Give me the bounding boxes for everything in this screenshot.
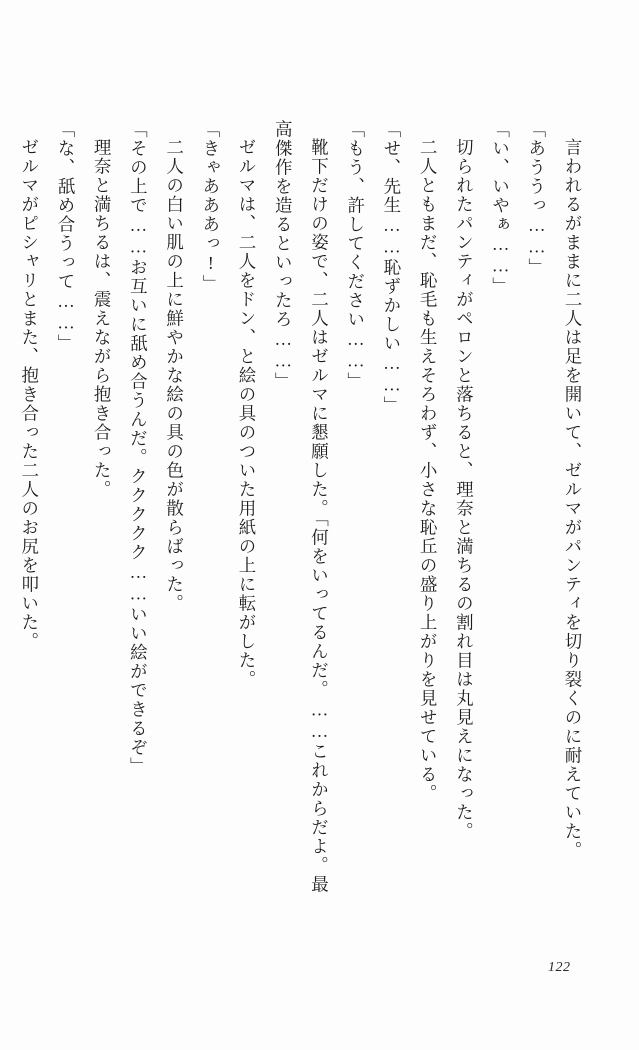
text-line: ゼルマがピシャリとまた、抱き合った二人のお尻を叩いた。 xyxy=(19,137,40,651)
text-line: ゼルマは、二人をドン、と絵の具のついた用紙の上に転がした。 xyxy=(237,137,258,689)
text-line: 理奈と満ちるは、震えながら抱き合った。 xyxy=(92,137,113,499)
text-line: 「せ、先生……恥ずかしい……」 xyxy=(381,120,402,415)
text-line: 「もう、許してください……」 xyxy=(345,120,366,391)
page-body-text xyxy=(12,120,592,910)
text-line: 二人の白い肌の上に鮮やかな絵の具の色が散らばった。 xyxy=(164,137,185,613)
text-line: 「な、舐め合うって……」 xyxy=(55,120,76,353)
text-line: 高傑作を造るといったろ……」 xyxy=(273,120,294,391)
page-number: 122 xyxy=(548,960,571,975)
text-line: 「あううっ……」 xyxy=(526,120,547,277)
text-line: 切られたパンティがペロンと落ちると、理奈と満ちるの割れ目は丸見えになった。 xyxy=(454,137,475,841)
text-line: 二人ともまだ、恥毛も生えそろわず、小さな恥丘の盛り上がりを見せている。 xyxy=(418,137,439,803)
text-line: 言われるがままに二人は足を開いて、ゼルマがパンティを切り裂くのに耐えていた。 xyxy=(563,137,583,860)
text-line: 靴下だけの姿で、二人はゼルマに懇願した。「何をいってるんだ。……これからだよ。最 xyxy=(309,137,330,894)
text-line: 「い、いやぁ……」 xyxy=(490,120,511,296)
text-line: 「きゃあああっ!」 xyxy=(200,120,221,294)
text-line: 「その上で……お互いに舐め合うんだ。ククククク……いい絵ができるぞ」 xyxy=(128,120,149,776)
